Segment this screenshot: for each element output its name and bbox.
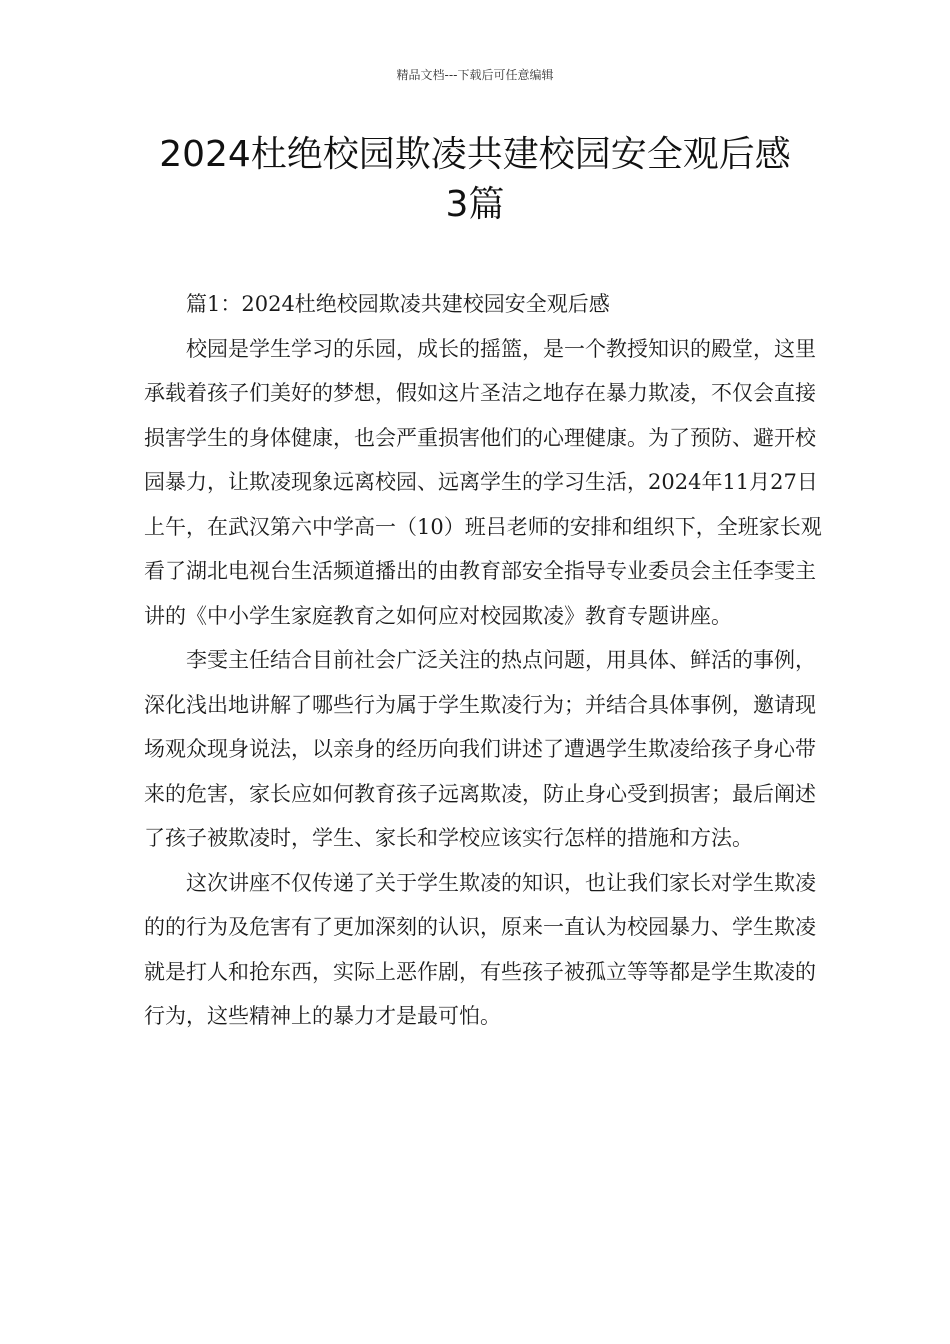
header-note: 精品文档---下载后可任意编辑: [396, 68, 554, 82]
document-body: [144, 282, 824, 1039]
document-title: [120, 130, 830, 230]
section-subtitle: 篇1：2024杜绝校园欺凌共建校园安全观后感: [186, 292, 610, 316]
title-line-2: 3篇: [445, 184, 505, 225]
paragraph-2: 李雯主任结合目前社会广泛关注的热点问题，用具体、鲜活的事例，深化浅出地讲解了哪些行为属于学生欺凌行为；并结合具体事例，邀请现场观众现身说法，以亲身的经历向我们讲述了遭遇学生欺凌给孩子身心带来的危害，家长应如何教育孩子远离欺凌，防止身心受到损害；最后阐述了孩子被欺凌时，学生、家长和学校应该实行怎样的措施和方法。: [144, 648, 816, 850]
paragraph-3: 这次讲座不仅传递了关于学生欺凌的知识，也让我们家长对学生欺凌的的行为及危害有了更加深刻的认识，原来一直认为校园暴力、学生欺凌就是打人和抢东西，实际上恶作剧，有些孩子被孤立等等都是学生欺凌的行为，这些精神上的暴力才是最可怕。: [144, 870, 816, 1028]
paragraph-1: 校园是学生学习的乐园，成长的摇篮，是一个教授知识的殿堂，这里承载着孩子们美好的梦想，假如这片圣洁之地存在暴力欺凌，不仅会直接损害学生的身体健康，也会严重损害他们的心理健康。为了预防、避开校园暴力，让欺凌现象远离校园、远离学生的学习生活，2024年11月27日上午，在武汉第六中学高一（10）班吕老师的安排和组织下，全班家长观看了湖北电视台生活频道播出的由教育部安全指导专业委员会主任李雯主讲的《中小学生家庭教育之如何应对校园欺凌》教育专题讲座。: [144, 336, 822, 628]
title-line-1: 2024杜绝校园欺凌共建校园安全观后感: [159, 134, 791, 175]
